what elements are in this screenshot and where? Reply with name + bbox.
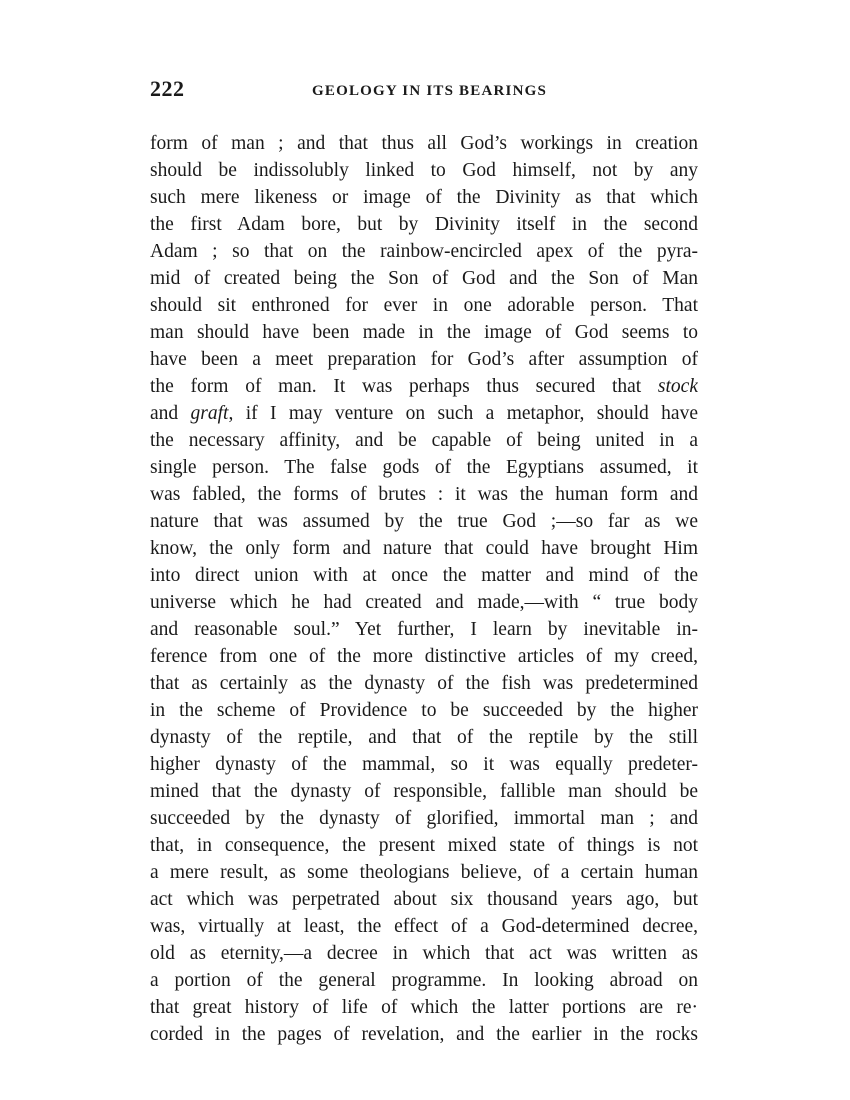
text-line: was fabled, the forms of brutes : it was the human form and bbox=[150, 484, 698, 505]
text-line: into direct union with at once the matter and mind of the bbox=[150, 565, 698, 586]
text-line: corded in the pages of revelation, and the earlier in the rocks bbox=[150, 1024, 698, 1045]
text-line: the form of man. It was perhaps thus secured that stock bbox=[150, 376, 698, 397]
text-line: ference from one of the more distinctive articles of my creed, bbox=[150, 646, 698, 667]
page-number: 222 bbox=[150, 76, 185, 101]
text-line: that as certainly as the dynasty of the fish was predetermined bbox=[150, 673, 698, 694]
text-line: know, the only form and nature that could have brought Him bbox=[150, 538, 698, 559]
text-line: the necessary affinity, and be capable of being united in a bbox=[150, 430, 698, 451]
text-line: should be indissolubly linked to God himself, not by any bbox=[150, 160, 698, 181]
text-line: man should have been made in the image of God seems to bbox=[150, 322, 698, 343]
text-line: have been a meet preparation for God’s after assumption of bbox=[150, 349, 698, 370]
text-line: mid of created being the Son of God and the Son of Man bbox=[150, 268, 698, 289]
text-line: such mere likeness or image of the Divinity as that which bbox=[150, 187, 698, 208]
text-line: that, in consequence, the present mixed state of things is not bbox=[150, 835, 698, 856]
text-line: and graft, if I may venture on such a metaphor, should have bbox=[150, 403, 698, 424]
text-line: and reasonable soul.” Yet further, I learn by inevitable in- bbox=[150, 619, 698, 640]
text-line: act which was perpetrated about six thousand years ago, but bbox=[150, 889, 698, 910]
text-line: single person. The false gods of the Egyptians assumed, it bbox=[150, 457, 698, 478]
text-line: mined that the dynasty of responsible, fallible man should be bbox=[150, 781, 698, 802]
text-line: in the scheme of Providence to be succeeded by the higher bbox=[150, 700, 698, 721]
running-head bbox=[150, 76, 698, 106]
body-text bbox=[150, 130, 698, 1048]
text-line: a portion of the general programme. In looking abroad on bbox=[150, 970, 698, 991]
text-line: succeeded by the dynasty of glorified, immortal man ; and bbox=[150, 808, 698, 829]
text-line: a mere result, as some theologians believe, of a certain human bbox=[150, 862, 698, 883]
text-line: higher dynasty of the mammal, so it was equally predeter- bbox=[150, 754, 698, 775]
text-line: dynasty of the reptile, and that of the reptile by the still bbox=[150, 727, 698, 748]
text-line: that great history of life of which the latter portions are re· bbox=[150, 997, 698, 1018]
text-line: was, virtually at least, the effect of a God-determined decree, bbox=[150, 916, 698, 937]
text-line: should sit enthroned for ever in one adorable person. That bbox=[150, 295, 698, 316]
text-line: universe which he had created and made,—with “ true body bbox=[150, 592, 698, 613]
running-title: GEOLOGY IN ITS BEARINGS bbox=[312, 83, 548, 99]
text-line: the first Adam bore, but by Divinity itself in the second bbox=[150, 214, 698, 235]
text-line: form of man ; and that thus all God’s workings in creation bbox=[150, 133, 698, 154]
text-line: Adam ; so that on the rainbow-encircled apex of the pyra- bbox=[150, 241, 698, 262]
text-line: old as eternity,—a decree in which that act was written as bbox=[150, 943, 698, 964]
text-line: nature that was assumed by the true God ;—so far as we bbox=[150, 511, 698, 532]
